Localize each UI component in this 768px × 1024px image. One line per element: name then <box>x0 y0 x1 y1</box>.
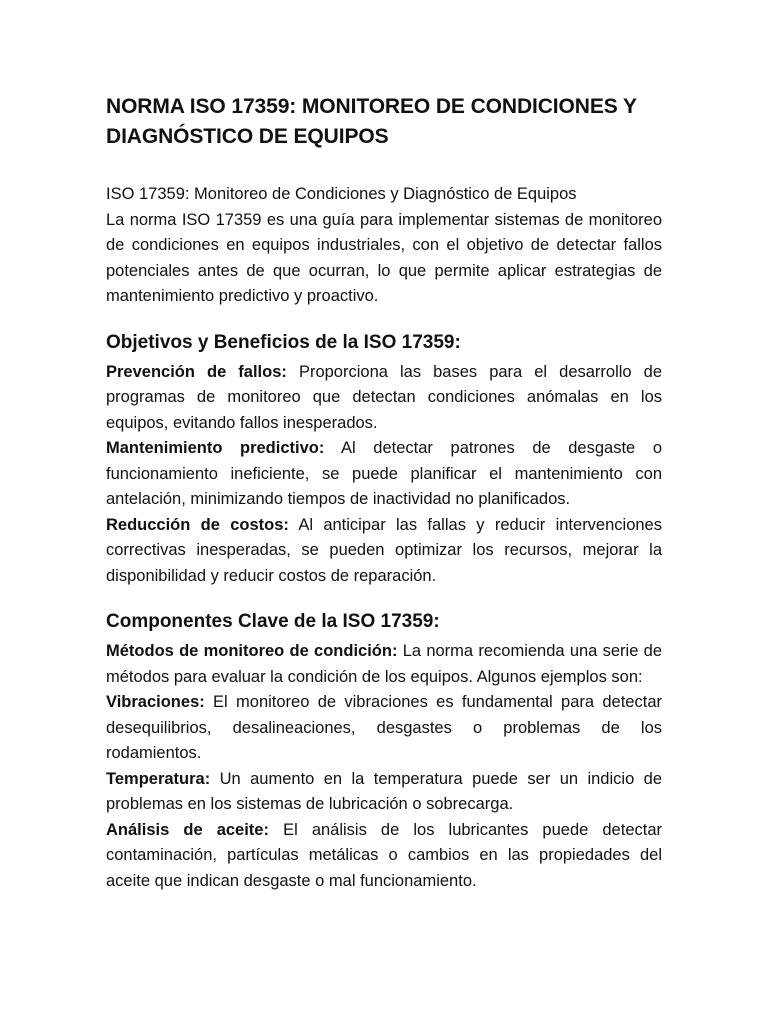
item-text: Al detectar patrones de desgaste o funcionamiento ineficiente, se puede planificar el mantenimiento con antelación, minimizando tiempos de inactividad no planificados. <box>106 439 662 508</box>
item-label: Prevención de fallos: <box>106 362 287 381</box>
section-heading-objetivos: Objetivos y Beneficios de la ISO 17359: <box>106 331 461 353</box>
item-text: Al anticipar las fallas y reducir intervenciones correctivas inesperadas, se pueden optimizar los recursos, mejorar la disponibilidad y reducir costos de reparación. <box>106 515 662 585</box>
objetivo-item <box>106 436 662 513</box>
objetivo-item <box>106 360 662 437</box>
intro-paragraph: La norma ISO 17359 es una guía para implementar sistemas de monitoreo de condiciones en equipos industriales, con el objetivo de detectar fallos potenciales antes de que ocurran, lo que permite aplicar estrategias de mantenimiento predictivo y proactivo. <box>106 210 662 305</box>
objetivo-item <box>106 513 662 590</box>
document-title: NORMA ISO 17359: MONITOREO DE CONDICIONES Y DIAGNÓSTICO DE EQUIPOS <box>106 95 637 148</box>
item-label: Métodos de monitoreo de condición: <box>106 642 398 660</box>
item-label: Mantenimiento predictivo: <box>106 439 325 457</box>
section-heading-componentes: Componentes Clave de la ISO 17359: <box>106 611 440 632</box>
componente-item <box>106 767 662 818</box>
intro-heading: ISO 17359: Monitoreo de Condiciones y Diagnóstico de Equipos <box>106 185 577 203</box>
componente-item <box>106 639 662 690</box>
item-label: Temperatura: <box>106 769 211 788</box>
item-text: Proporciona las bases para el desarrollo de programas de monitoreo que detectan condiciones anómalas en los equipos, evitando fallos inesperados. <box>106 362 663 432</box>
item-text: El monitoreo de vibraciones es fundamental para detectar desequilibrios, desalineaciones, desgastes o problemas de los rodamientos. <box>106 693 662 762</box>
item-text: Un aumento en la temperatura puede ser un indicio de problemas en los sistemas de lubricación o sobrecarga. <box>106 769 662 813</box>
item-label: Vibraciones: <box>106 693 205 711</box>
item-text: La norma recomienda una serie de métodos para evaluar la condición de los equipos. Algunos ejemplos son: <box>106 642 662 686</box>
item-label: Reducción de costos: <box>106 515 289 534</box>
item-label: Análisis de aceite: <box>106 820 269 839</box>
componente-item <box>106 818 662 895</box>
componente-item <box>106 690 662 767</box>
item-text: El análisis de los lubricantes puede detectar contaminación, partículas metálicas o cambios en las propiedades del aceite que indican desgaste o mal funcionamiento. <box>106 820 662 890</box>
